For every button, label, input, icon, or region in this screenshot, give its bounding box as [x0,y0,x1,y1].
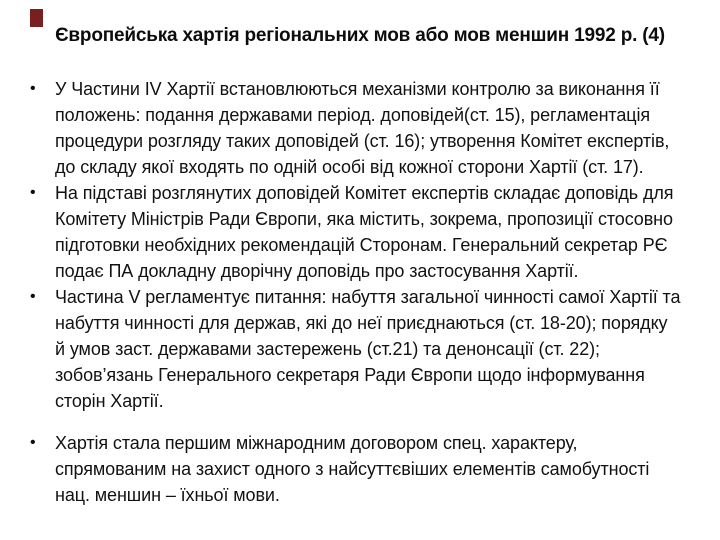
text-line: На підставі розглянутих доповідей Комітет експертів складає доповідь для [55,183,674,203]
text-line: до складу якої входять по одній особі від кожної сторони Хартії (ст. 17). [55,157,644,177]
slide-title: Європейська хартія регіональних мов або мов меншин 1992 р. (4) [55,25,665,46]
bullet-item-2 [30,180,710,284]
text-line: подає ПА докладну дворічну доповідь про застосування Хартії. [55,261,579,281]
text-line: Частина V регламентує питання: набуття загальної чинності самої Хартії та [55,287,681,307]
bullet-icon: • [30,288,36,305]
bullet-text [55,284,710,414]
text-line: підготовки необхідних рекомендацій Сторонам. Генеральний секретар РЄ [55,235,668,255]
text-line: сторін Хартії. [55,391,164,411]
bullet-text [55,76,710,180]
bullet-text [55,180,710,284]
text-line: набуття чинності для держав, які до неї приєднаються (ст. 18-20); порядку [55,313,668,333]
bullet-icon: • [30,434,36,451]
text-line: й умов заст. державами застережень (ст.21) та денонсації (ст. 22); [55,339,600,359]
text-line: положень: подання державами період. доповідей(ст. 15), регламентація [55,105,651,125]
text-line: Комітету Міністрів Ради Європи, яка містить, зокрема, пропозиції стосовно [55,209,673,229]
bullet-icon: • [30,184,36,201]
text-line: У Частини IV Хартії встановлюються механізми контролю за виконання її [55,79,660,99]
bullet-icon: • [30,80,36,97]
bullet-list [30,76,710,508]
text-line: зобов’язань Генерального секретаря Ради Європи щодо інформування [55,365,645,385]
text-line: Хартія стала першим міжнародним договором спец. характеру, [55,433,578,453]
bullet-item-3 [30,284,710,414]
text-line: спрямованим на захист одного з найсуттєвіших елементів самобутності [55,459,650,479]
bullet-item-1 [30,76,710,180]
text-line: процедури розгляду таких доповідей (ст. 16); утворення Комітет експертів, [55,131,670,151]
text-line: нац. меншин – їхньої мови. [55,485,280,505]
bullet-text [55,430,710,508]
bullet-item-4 [30,430,710,508]
